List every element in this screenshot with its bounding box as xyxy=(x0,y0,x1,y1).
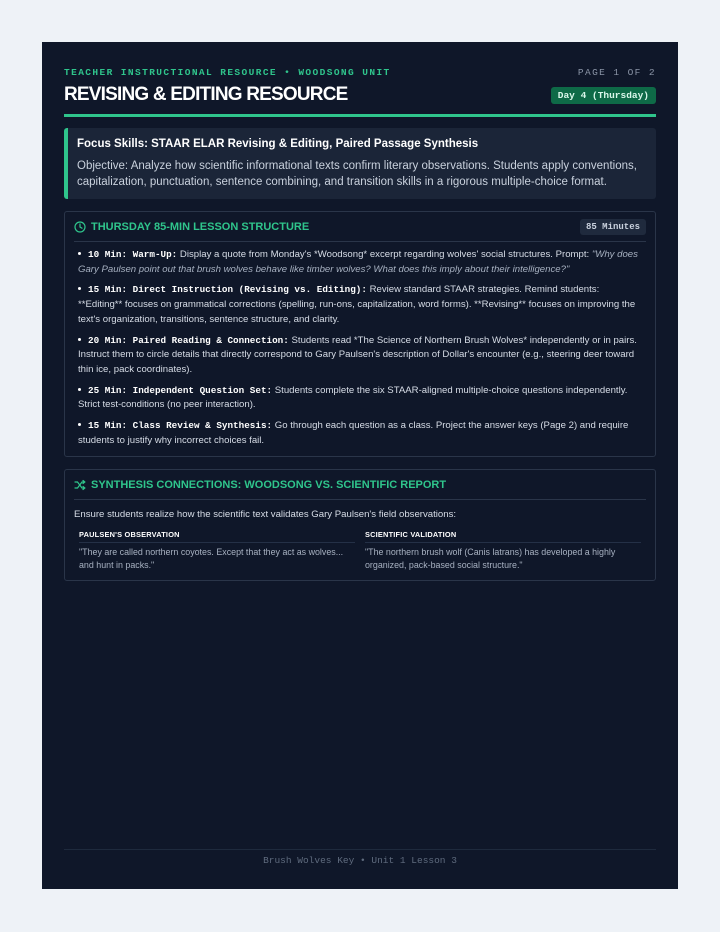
segment-label: 25 Min: Independent Question Set: xyxy=(88,384,273,396)
document-page xyxy=(42,42,678,889)
lesson-card-title-group xyxy=(74,221,309,233)
observation-column xyxy=(74,530,360,572)
bullet-icon xyxy=(78,388,81,391)
objective-text: Objective: Analyze how scientific informational texts confirm literary observations. Students apply conventions, capitalization, punctuation, sentence combining, and transition skills in a rigorous multiple-choice format. xyxy=(77,160,637,188)
list-item xyxy=(74,419,646,448)
list-item xyxy=(74,248,646,277)
list-item xyxy=(74,334,646,378)
segment-label: 15 Min: Class Review & Synthesis: xyxy=(88,420,273,432)
column-header: PAULSEN'S OBSERVATION xyxy=(79,530,355,543)
segment-label: 20 Min: Paired Reading & Connection: xyxy=(88,334,289,346)
synthesis-intro: Ensure students realize how the scientific text validates Gary Paulsen's field observations: xyxy=(74,509,457,521)
lesson-list xyxy=(74,248,646,448)
segment-text: Students read *The Science of Northern Brush Wolves* independently or in pairs. Instruct them to circle details that directly correspond to Gary Paulsen's description of Dollar's encounter (e.g., steering deer toward thin ice, pack coordinates). xyxy=(78,334,637,375)
synthesis-card-header xyxy=(74,470,646,500)
bullet-icon xyxy=(78,338,81,341)
list-item xyxy=(74,283,646,327)
segment-text: Review standard STAAR strategies. Remind students: **Editing** focuses on grammatical corrections (spelling, run-ons, capitalization, word forms). **Revising** focuses on improving the text's organization, transitions, sentence structure, and clarity. xyxy=(78,284,636,325)
header-topline xyxy=(64,66,656,78)
column-header: SCIENTIFIC VALIDATION xyxy=(365,530,641,543)
focus-title: Focus Skills: STAAR ELAR Revising & Editing, Paired Passage Synthesis xyxy=(77,138,479,150)
title-row xyxy=(64,82,656,117)
segment-text: Students complete the six STAAR-aligned multiple-choice questions independently. Strict test-conditions (no peer interaction). xyxy=(78,384,628,411)
bullet-icon xyxy=(78,423,81,426)
segment-text: Go through each question as a class. Project the answer keys (Page 2) and require students to justify why incorrect choices fail. xyxy=(78,420,629,446)
shuffle-icon xyxy=(74,479,86,491)
validation-quote: "The northern brush wolf (Canis latrans) has developed a highly organized, pack-based social structure." xyxy=(365,547,616,571)
page-title: REVISING & EDITING RESOURCE xyxy=(64,84,348,105)
validation-column xyxy=(360,530,646,572)
focus-callout xyxy=(64,128,656,199)
duration-badge: 85 Minutes xyxy=(580,219,646,235)
bullet-icon xyxy=(78,287,81,290)
observation-quote: "They are called northern coyotes. Except that they act as wolves... and hunt in packs." xyxy=(79,547,344,571)
day-badge: Day 4 (Thursday) xyxy=(551,87,656,104)
page-footer: Brush Wolves Key • Unit 1 Lesson 3 xyxy=(64,849,656,866)
lesson-card-title: THURSDAY 85-MIN LESSON STRUCTURE xyxy=(91,220,310,233)
synthesis-title-group xyxy=(74,479,446,491)
bullet-icon xyxy=(78,252,81,255)
synthesis-card-title: SYNTHESIS CONNECTIONS: WOODSONG VS. SCIENTIFIC REPORT xyxy=(91,478,447,491)
lesson-structure-card xyxy=(64,211,656,457)
segment-text: Display a quote from Monday's *Woodsong* excerpt regarding wolves' social structures. Prompt: xyxy=(177,249,592,260)
page-indicator: PAGE 1 OF 2 xyxy=(577,66,656,78)
segment-label: 10 Min: Warm-Up: xyxy=(88,249,178,260)
list-item xyxy=(74,384,646,413)
synthesis-card xyxy=(64,469,656,581)
segment-label: 15 Min: Direct Instruction (Revising vs. Editing): xyxy=(88,284,367,296)
synthesis-table xyxy=(74,530,646,572)
segment-prompt: "Why does Gary Paulsen point out that brush wolves behave like timber wolves? What does this imply about their intelligence?" xyxy=(78,249,638,275)
clock-icon xyxy=(74,221,86,233)
lesson-card-header xyxy=(74,212,646,242)
eyebrow-label: TEACHER INSTRUCTIONAL RESOURCE • WOODSONG UNIT xyxy=(64,66,391,78)
